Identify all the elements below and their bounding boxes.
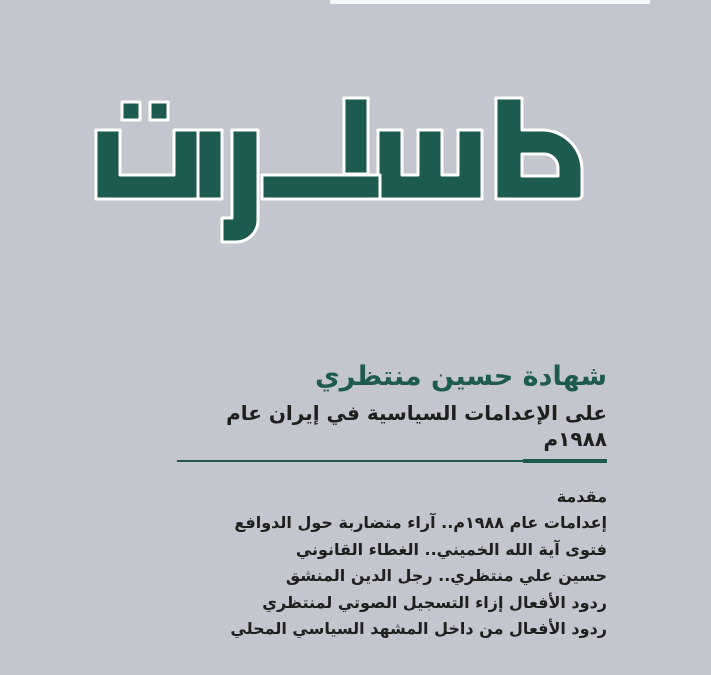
toc-item: ردود الأفعال إزاء التسجيل الصوتي لمنتظري	[262, 592, 607, 612]
report-text-block	[177, 360, 607, 643]
toc-item: إعدامات عام ١٩٨٨م.. آراء متضاربة حول الدوافع	[234, 513, 607, 533]
title-divider	[177, 460, 607, 462]
report-subtitle: على الإعدامات السياسية في إيران عام ١٩٨٨م	[226, 400, 607, 451]
toc-item: مقدمة	[556, 486, 607, 506]
report-title: شهادة حسين منتظري	[315, 361, 607, 392]
title-divider-accent	[523, 459, 607, 463]
top-edge-strip	[330, 0, 650, 4]
brand-logo-mark	[92, 88, 608, 246]
toc-item: فتوى آية الله الخميني.. الغطاء القانوني	[295, 539, 607, 559]
brand-logo	[92, 88, 608, 246]
table-of-contents	[177, 484, 607, 643]
toc-item: حسين علي منتظري.. رجل الدين المنشق	[285, 566, 607, 586]
toc-item: ردود الأفعال من داخل المشهد السياسي المحلي	[230, 619, 607, 639]
